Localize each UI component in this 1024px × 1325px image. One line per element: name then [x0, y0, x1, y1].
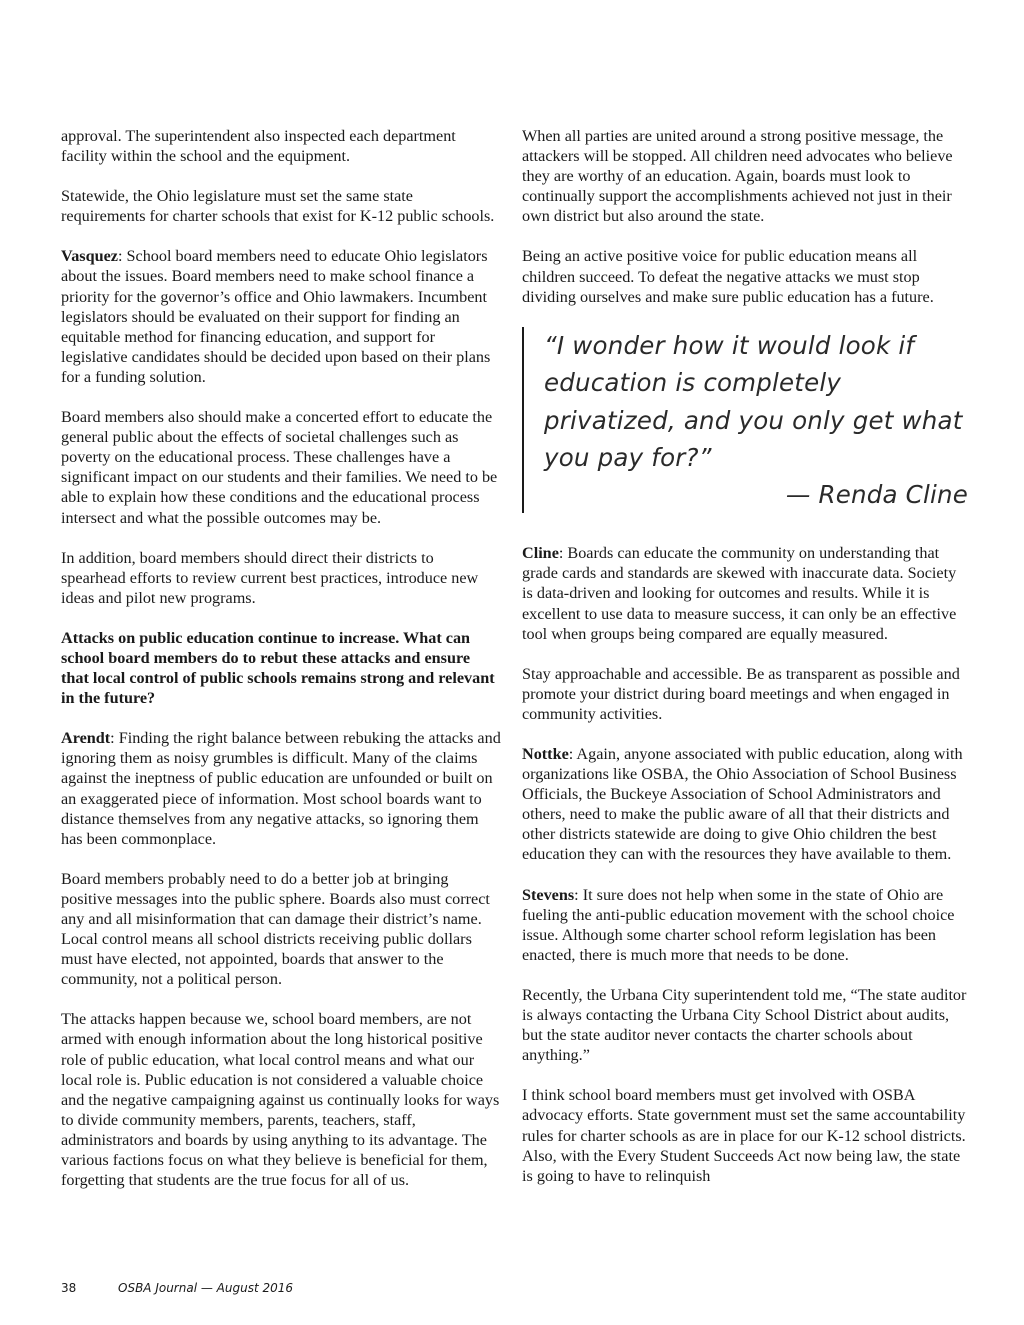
question-heading [61, 628, 501, 708]
paragraph [522, 985, 968, 1065]
paragraph [522, 246, 968, 306]
page-footer [61, 1281, 293, 1295]
paragraph-text: Recently, the Urbana City superintendent told me, “The state auditor is always contacting the Urbana City School District about audits, but the state auditor never contacts the charter schools about anything.” [522, 985, 967, 1065]
pull-quote-text: “I wonder how it would look if education is completely privatized, and you only get what you pay for?” [544, 330, 963, 473]
paragraph [522, 664, 968, 724]
paragraph-text: In addition, board members should direct their districts to spearhead efforts to review current best practices, introduce new ideas and pilot new programs. [61, 548, 479, 607]
paragraph-text: Attacks on public education continue to increase. What can school board members do to rebut these attacks and ensure that local control of public schools remains strong and relevant in the future? [61, 628, 495, 708]
speaker-name: Nottke [522, 745, 569, 763]
paragraph-text: The attacks happen because we, school board members, are not armed with enough information about the long historical positive role of public education, what local control means and what our local role is. Public education is not considered a valuable choice and the negative campaigning against us continually looks for ways to divide community members, parents, teachers, staff, administrators and boards by using anything to its advantage. The various factions focus on what they believe is beneficial for them, forgetting that students are the true focus for all of us. [61, 1010, 500, 1190]
paragraph-text: When all parties are united around a strong positive message, the attackers will be stopped. All children need advocates who believe they are worthy of an education. Again, boards must look to continually support the accomplishments achieved not just in their own district but also around the state. [522, 127, 953, 226]
paragraph [522, 126, 968, 226]
paragraph [522, 1085, 968, 1185]
paragraph-text: approval. The superintendent also inspected each department facility within the school and the equipment. [61, 127, 456, 166]
paragraph-text: Statewide, the Ohio legislature must set the same state requirements for charter schools that exist for K-12 public schools. [61, 187, 495, 226]
paragraph [61, 246, 501, 387]
paragraph-text: Board members also should make a concerted effort to educate the general public about the effects of societal challenges such as poverty on the educational process. These challenges have a significant impact on our students and their families. We need to be able to explain how these conditions and the educational process intersect and what the possible outcomes may be. [61, 408, 498, 527]
paragraph-text: : Boards can educate the community on understanding that grade cards and standards are skewed with inaccurate data. Society is data-driven and looking for outcomes and results. While it is excellent to use data to measure success, it can only be an effective tool when groups being compared are equally measured. [522, 544, 957, 643]
paragraph-text: : Again, anyone associated with public education, along with organizations like OSBA, the Ohio Association of School Business Officials, the Buckeye Association of School Administrators and others, need to make the public aware of all that their districts and other districts statewide are doing to give Ohio children the best education they can with the resources they have available to them. [522, 745, 963, 864]
journal-title: OSBA Journal — August 2016 [118, 1281, 294, 1295]
pull-quote-attribution: — Renda Cline [785, 479, 968, 509]
paragraph [61, 728, 501, 849]
paragraph [61, 126, 501, 166]
left-column [61, 126, 501, 1210]
paragraph-text: : Finding the right balance between rebuking the attacks and ignoring them as noisy grumbles is difficult. Many of the claims against the ineptness of public education are unfounded or built on an exaggerated piece of information. Most school boards want to distance themselves from any negative attacks, so ignoring them has been commonplace. [61, 729, 501, 848]
paragraph [61, 407, 501, 528]
paragraph-text: Stay approachable and accessible. Be as transparent as possible and promote your district during board meetings and when engaged in community activities. [522, 664, 960, 723]
speaker-name: Arendt [61, 729, 111, 748]
paragraph [522, 744, 968, 865]
speaker-name: Vasquez [61, 247, 118, 266]
speaker-name: Cline [522, 544, 559, 563]
paragraph-text: I think school board members must get involved with OSBA advocacy efforts. State government must set the same accountability rules for charter schools as are in place for our K-12 school districts. Also, with the Every Student Succeeds Act now being law, the state is going to have to relinquish [522, 1086, 966, 1185]
right-column [522, 126, 968, 1206]
pull-quote [522, 327, 968, 514]
paragraph [61, 869, 501, 990]
page-number: 38 [61, 1281, 77, 1295]
right-column-bottom [522, 543, 968, 1186]
speaker-name: Stevens [522, 885, 575, 904]
paragraph-text: : School board members need to educate Ohio legislators about the issues. Board members need to make school finance a priority for the governor’s office and Ohio lawmakers. Incumbent legislators should be evaluated on their support for finding an equitable method for financing education, and support for legislative candidates should be decided upon based on their plans for a funding solution. [61, 247, 491, 386]
paragraph [61, 186, 501, 226]
paragraph [522, 543, 968, 643]
paragraph-text: Being an active positive voice for public education means all children succeed. To defeat the negative attacks we must stop dividing ourselves and make sure public education has a future. [522, 247, 934, 306]
paragraph-text: : It sure does not help when some in the state of Ohio are fueling the anti-public education movement with the school choice issue. Although some charter school reform legislation has been enacted, there is much more that needs to be done. [522, 885, 955, 964]
paragraph [61, 548, 501, 608]
paragraph [522, 885, 968, 965]
right-column-top [522, 126, 968, 307]
paragraph [61, 1009, 501, 1190]
paragraph-text: Board members probably need to do a better job at bringing positive messages into the public sphere. Boards also must correct any and all misinformation that can damage their district’s name. Local control means all school districts receiving public dollars must have elected, not appointed, boards that answer to the community, not a political person. [61, 869, 490, 989]
